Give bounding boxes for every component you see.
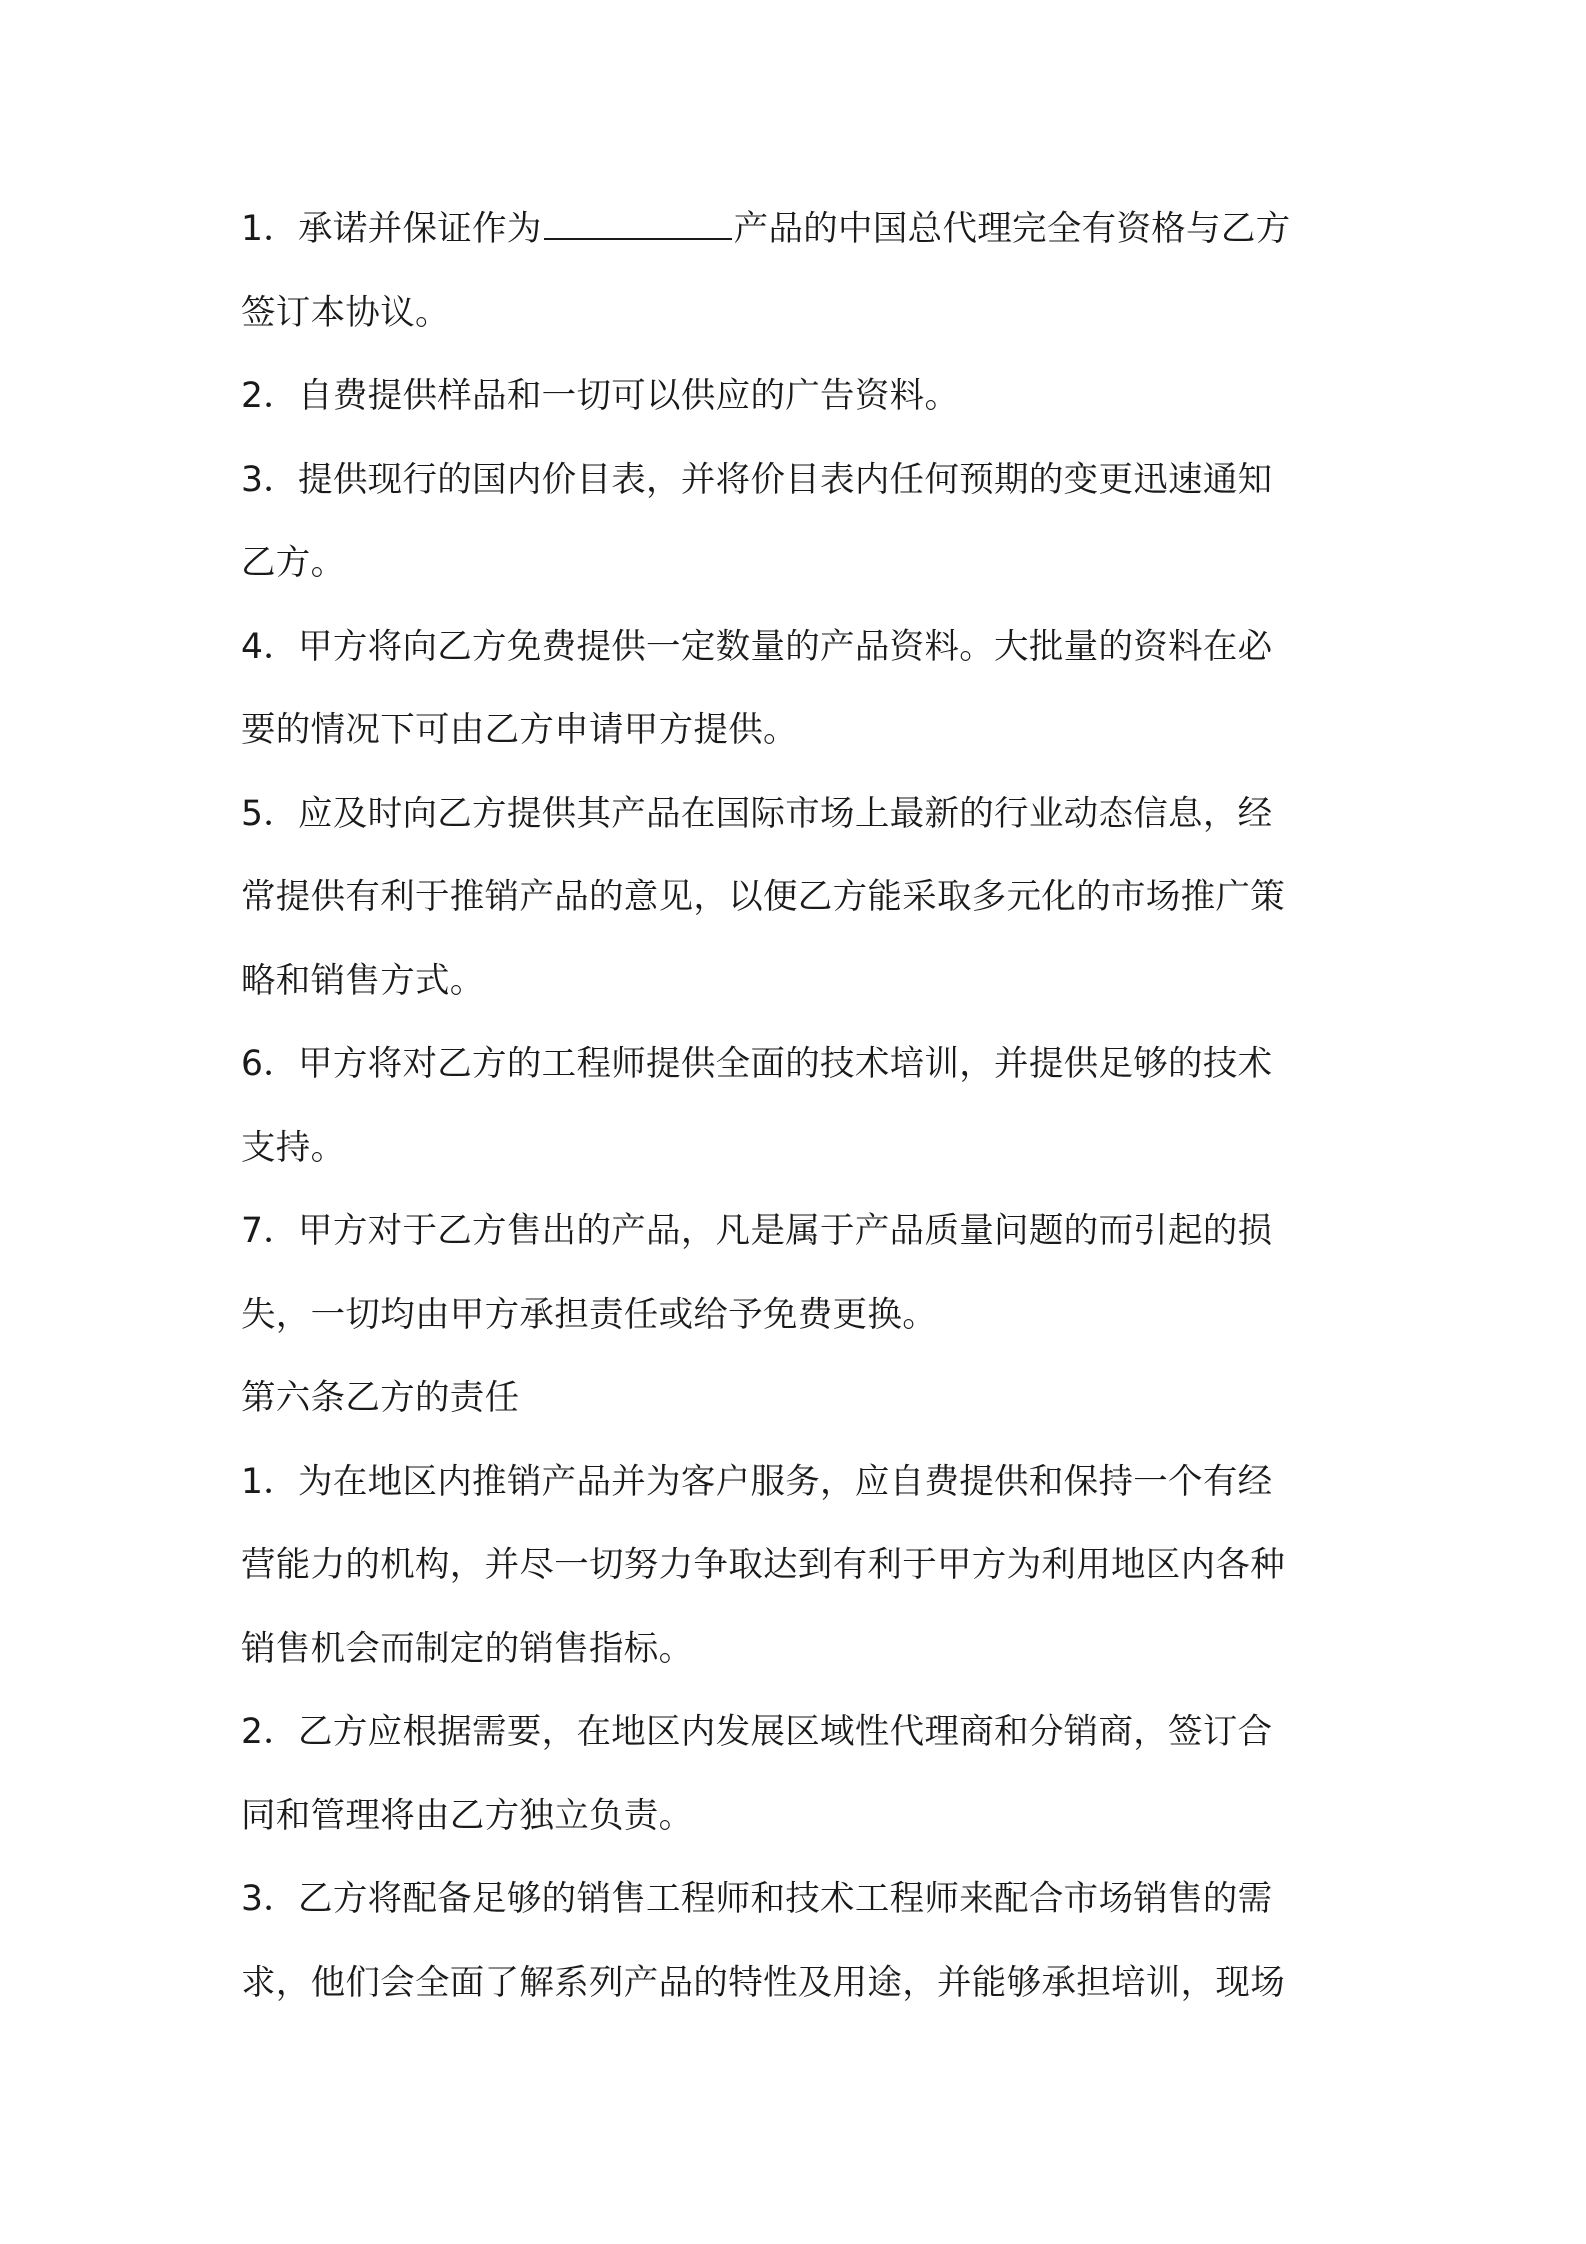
text-line: 求，他们会全面了解系列产品的特性及用途，并能够承担培训，现场 — [241, 1962, 1285, 2003]
text-line: 1．为在地区内推销产品并为客户服务，应自费提供和保持一个有经 — [241, 1461, 1273, 1502]
text-line: 营能力的机构，并尽一切努力争取达到有利于甲方为利用地区内各种 — [241, 1545, 1285, 1585]
document-body — [241, 198, 1351, 2035]
text-line: 要的情况下可由乙方申请甲方提供。 — [241, 710, 798, 750]
text-line: 4．甲方将向乙方免费提供一定数量的产品资料。大批量的资料在必 — [241, 626, 1273, 667]
text-line: 支持。 — [241, 1127, 346, 1168]
fill-in-blank — [544, 198, 732, 240]
text-line: 常提供有利于推销产品的意见，以便乙方能采取多元化的市场推广策 — [241, 877, 1285, 917]
text-line — [241, 198, 1351, 282]
text-line: 3．乙方将配备足够的销售工程师和技术工程师来配合市场销售的需 — [241, 1879, 1273, 1919]
text-line: 销售机会而制定的销售指标。 — [241, 1628, 694, 1669]
text-line: 7．甲方对于乙方售出的产品，凡是属于产品质量问题的而引起的损 — [241, 1211, 1273, 1251]
line-text-start: 1．承诺并保证作为 — [241, 209, 542, 249]
text-line: 失，一切均由甲方承担责任或给予免费更换。 — [241, 1294, 937, 1335]
text-line: 同和管理将由乙方独立负责。 — [241, 1795, 694, 1836]
text-line: 乙方。 — [241, 543, 346, 583]
text-line: 2．乙方应根据需要，在地区内发展区域性代理商和分销商，签订合 — [241, 1712, 1273, 1752]
text-line: 6．甲方将对乙方的工程师提供全面的技术培训，并提供足够的技术 — [241, 1044, 1273, 1084]
text-line: 略和销售方式。 — [241, 960, 485, 1001]
text-line: 5．应及时向乙方提供其产品在国际市场上最新的行业动态信息，经 — [241, 793, 1273, 834]
line-text-end: 产品的中国总代理完全有资格与乙方 — [733, 209, 1291, 249]
text-line: 2．自费提供样品和一切可以供应的广告资料。 — [241, 376, 960, 416]
text-line: 签订本协议。 — [241, 292, 450, 333]
section-heading: 第六条乙方的责任 — [241, 1378, 520, 1418]
text-line: 3．提供现行的国内价目表，并将价目表内任何预期的变更迅速通知 — [241, 459, 1273, 500]
